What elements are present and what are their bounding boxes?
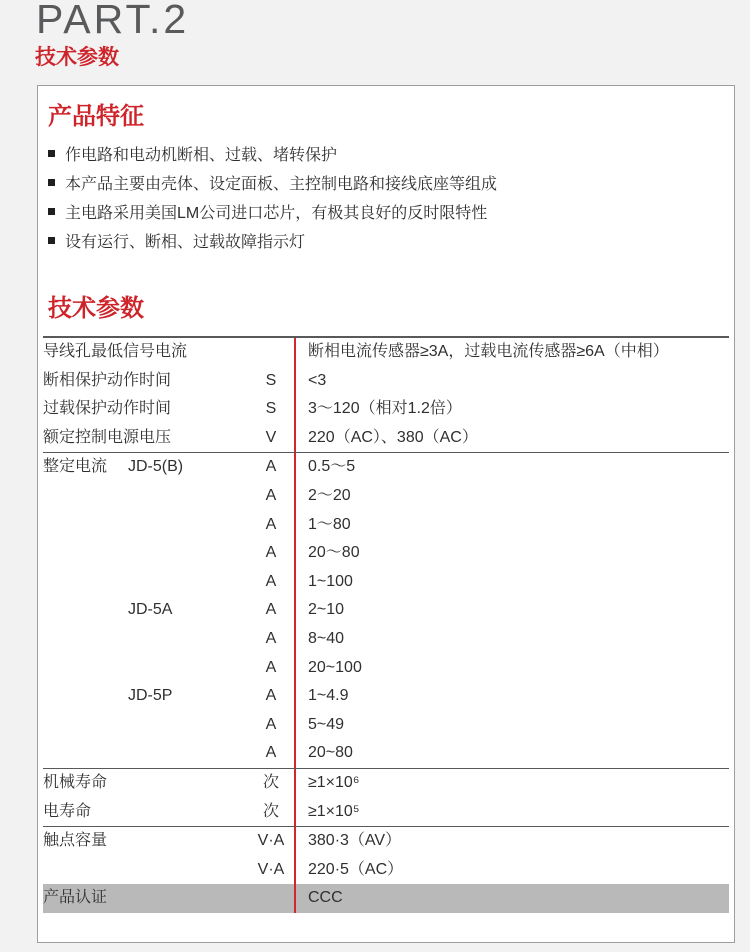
- model-cell: [128, 511, 248, 540]
- table-row: [43, 596, 729, 625]
- unit-cell: [248, 338, 296, 367]
- unit-cell: A: [248, 654, 296, 683]
- param-label-cell: [43, 682, 128, 711]
- model-cell: JD-5P: [128, 687, 173, 705]
- bullet-square-icon: [48, 150, 55, 157]
- unit-cell: [248, 884, 296, 913]
- param-label-cell: [43, 625, 128, 654]
- param-label-cell: 过载保护动作时间: [43, 400, 172, 418]
- unit-cell: A: [248, 739, 296, 768]
- feature-text: 本产品主要由壳体、设定面板、主控制电路和接线底座等组成: [65, 176, 498, 193]
- param-label-cell: 断相保护动作时间: [43, 371, 172, 389]
- features-list: [48, 139, 734, 255]
- unit-cell: 次: [248, 769, 296, 798]
- feature-text: 设有运行、断相、过载故障指示灯: [65, 234, 306, 251]
- table-row: [43, 452, 729, 482]
- value-cell: 220（AC）、380（AC）: [308, 428, 478, 446]
- param-label-cell: 机械寿命: [43, 773, 108, 791]
- value-cell: 1~4.9: [308, 687, 349, 705]
- unit-cell: V: [248, 424, 296, 453]
- params-title: 技术参数: [48, 295, 144, 322]
- param-label-cell: [43, 482, 128, 511]
- table-row: [43, 424, 729, 453]
- table-row: [43, 884, 729, 913]
- unit-cell: S: [248, 367, 296, 396]
- value-cell: 1~100: [308, 572, 353, 590]
- unit-cell: V·A: [248, 856, 296, 885]
- model-cell: JD-5A: [128, 601, 173, 619]
- model-cell: [128, 367, 248, 396]
- value-cell: CCC: [308, 889, 343, 907]
- model-cell: [128, 539, 248, 568]
- param-label-cell: [43, 596, 128, 625]
- table-row: [43, 395, 729, 424]
- feature-text: 主电路采用美国LM公司进口芯片，有极其良好的反时限特性: [65, 205, 488, 222]
- model-cell: [128, 711, 248, 740]
- table-row: [43, 625, 729, 654]
- model-cell: [128, 827, 248, 856]
- unit-cell: A: [248, 482, 296, 511]
- value-cell: 8~40: [308, 629, 345, 647]
- model-cell: [128, 884, 248, 913]
- model-cell: [128, 856, 248, 885]
- param-label-cell: [43, 739, 128, 768]
- value-cell: 20~80: [308, 744, 353, 762]
- table-row: [43, 539, 729, 568]
- value-cell: 220·5（AC）: [308, 860, 404, 878]
- table-row: [43, 798, 729, 827]
- value-cell: 1～80: [308, 515, 351, 533]
- table-row: [43, 568, 729, 597]
- table-row: [43, 768, 729, 798]
- unit-cell: 次: [248, 798, 296, 827]
- table-row: [43, 856, 729, 885]
- param-label-cell: 产品认证: [43, 889, 108, 907]
- bullet-square-icon: [48, 179, 55, 186]
- table-row: [43, 482, 729, 511]
- feature-text: 作电路和电动机断相、过载、堵转保护: [65, 147, 338, 164]
- bullet-square-icon: [48, 208, 55, 215]
- param-label-cell: [43, 856, 128, 885]
- unit-cell: A: [248, 539, 296, 568]
- param-label-cell: [43, 568, 128, 597]
- unit-cell: A: [248, 682, 296, 711]
- model-cell: [128, 769, 248, 798]
- param-label-cell: [43, 511, 128, 540]
- param-label-cell: 导线孔最低信号电流: [43, 343, 188, 360]
- feature-item: [48, 139, 734, 168]
- value-cell: ≥1×10⁵: [308, 802, 360, 820]
- value-cell: 0.5～5: [308, 458, 356, 476]
- param-label-cell: 整定电流: [43, 458, 108, 476]
- features-title: 产品特征: [48, 103, 144, 130]
- unit-cell: A: [248, 511, 296, 540]
- param-label-cell: [43, 654, 128, 683]
- param-label-cell: [43, 539, 128, 568]
- feature-item: [48, 226, 734, 255]
- table-row: [43, 826, 729, 856]
- model-cell: [128, 424, 248, 453]
- param-label-cell: [43, 711, 128, 740]
- unit-cell: A: [248, 453, 296, 482]
- unit-cell: S: [248, 395, 296, 424]
- model-cell: [128, 338, 248, 367]
- bullet-square-icon: [48, 237, 55, 244]
- param-label-cell: 额定控制电源电压: [43, 428, 172, 446]
- table-row: [43, 682, 729, 711]
- table-row: [43, 739, 729, 768]
- model-cell: [128, 625, 248, 654]
- model-cell: [128, 568, 248, 597]
- table-row: [43, 367, 729, 396]
- value-cell: 断相电流传感器≥3A，过载电流传感器≥6A（中相）: [308, 343, 669, 360]
- feature-item: [48, 197, 734, 226]
- table-row: [43, 337, 729, 367]
- value-cell: ≥1×10⁶: [308, 773, 360, 791]
- page-subtitle: 技术参数: [35, 46, 119, 69]
- value-cell: <3: [308, 371, 327, 389]
- feature-item: [48, 168, 734, 197]
- table-row: [43, 511, 729, 540]
- model-cell: [128, 482, 248, 511]
- model-cell: [128, 798, 248, 827]
- content-panel: [37, 85, 735, 943]
- param-label-cell: 电寿命: [43, 802, 92, 820]
- model-cell: JD-5(B): [128, 458, 184, 476]
- part-heading: PART.2: [36, 0, 190, 42]
- value-cell: 5~49: [308, 715, 345, 733]
- model-cell: [128, 395, 248, 424]
- value-cell: 2~10: [308, 601, 345, 619]
- model-cell: [128, 654, 248, 683]
- table-row: [43, 654, 729, 683]
- value-cell: 380·3（AV）: [308, 832, 402, 850]
- unit-cell: V·A: [248, 827, 296, 856]
- value-cell: 20~100: [308, 658, 362, 676]
- table-row: [43, 711, 729, 740]
- spec-table: [43, 336, 729, 913]
- param-label-cell: 触点容量: [43, 832, 108, 850]
- value-cell: 3～120（相对1.2倍）: [308, 400, 462, 418]
- value-cell: 20～80: [308, 544, 360, 562]
- unit-cell: A: [248, 711, 296, 740]
- unit-cell: A: [248, 596, 296, 625]
- unit-cell: A: [248, 568, 296, 597]
- model-cell: [128, 739, 248, 768]
- unit-cell: A: [248, 625, 296, 654]
- value-cell: 2～20: [308, 486, 351, 504]
